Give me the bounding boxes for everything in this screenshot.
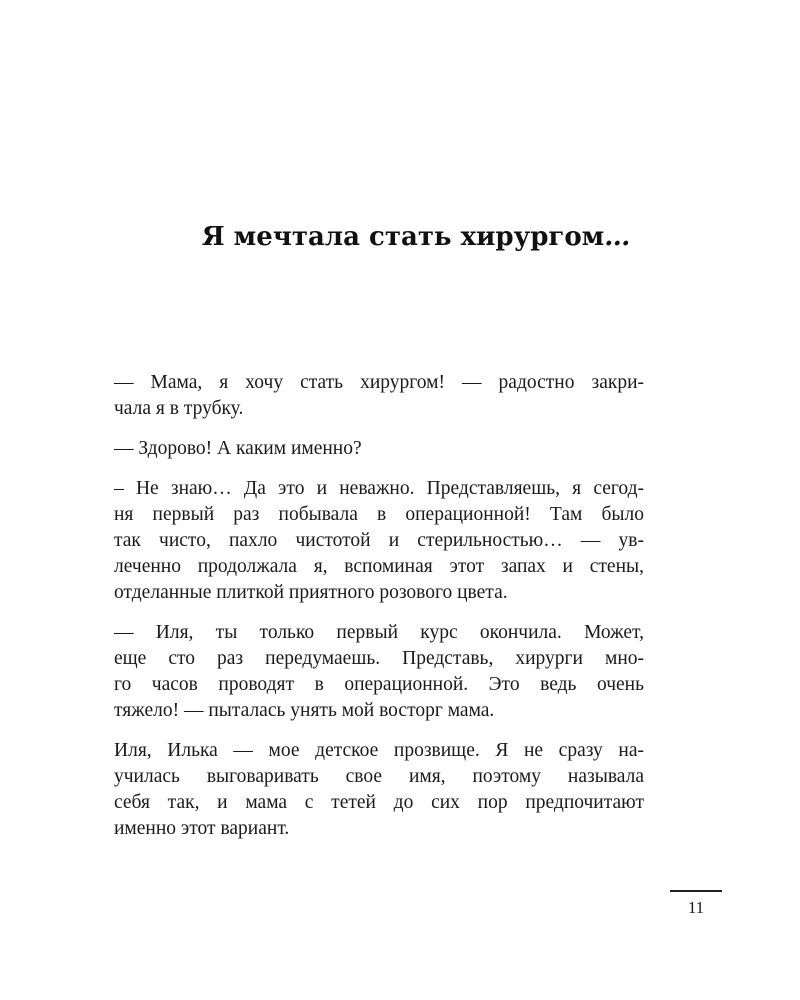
paragraph-5 xyxy=(114,738,644,842)
text-line: отделанные плиткой приятного розового цвета. xyxy=(114,582,508,603)
paragraph-1 xyxy=(114,370,644,422)
chapter-title-text: Я мечтала стать хирургом xyxy=(201,222,605,252)
page-number: 11 xyxy=(687,898,705,917)
chapter-title-ellipsis: … xyxy=(604,222,631,252)
paragraph-2 xyxy=(114,436,644,462)
text-line: Иля, Илька — мое детское прозвище. Я не сразу на- xyxy=(114,740,644,761)
page-number-rule xyxy=(670,890,722,892)
text-line: — Мама, я хочу стать хирургом! — радостно закри- xyxy=(114,372,644,393)
body-text xyxy=(114,370,644,856)
text-line: – Не знаю… Да это и неважно. Представляешь, я сегод- xyxy=(114,478,644,499)
text-line: тяжело! — пыталась унять мой восторг мама. xyxy=(114,700,495,721)
chapter-title xyxy=(0,222,800,252)
text-line: — Здорово! А каким именно? xyxy=(114,438,362,459)
text-line: леченно продолжала я, вспоминая этот запах и стены, xyxy=(114,556,644,577)
text-line: еще сто раз передумаешь. Представь, хирурги мно- xyxy=(114,648,644,669)
paragraph-4 xyxy=(114,620,644,724)
text-line: себя так, и мама с тетей до сих пор предпочитают xyxy=(114,792,644,813)
text-line: училась выговаривать свое имя, поэтому называла xyxy=(114,766,644,787)
text-line: так чисто, пахло чистотой и стерильностью… — ув- xyxy=(114,530,644,551)
text-line: — Иля, ты только первый курс окончила. Может, xyxy=(114,622,644,643)
text-line: именно этот вариант. xyxy=(114,818,290,839)
text-line: чала я в трубку. xyxy=(114,398,244,419)
paragraph-3 xyxy=(114,476,644,606)
text-line: го часов проводят в операционной. Это ведь очень xyxy=(114,674,644,695)
text-line: ня первый раз побывала в операционной! Там было xyxy=(114,504,644,525)
